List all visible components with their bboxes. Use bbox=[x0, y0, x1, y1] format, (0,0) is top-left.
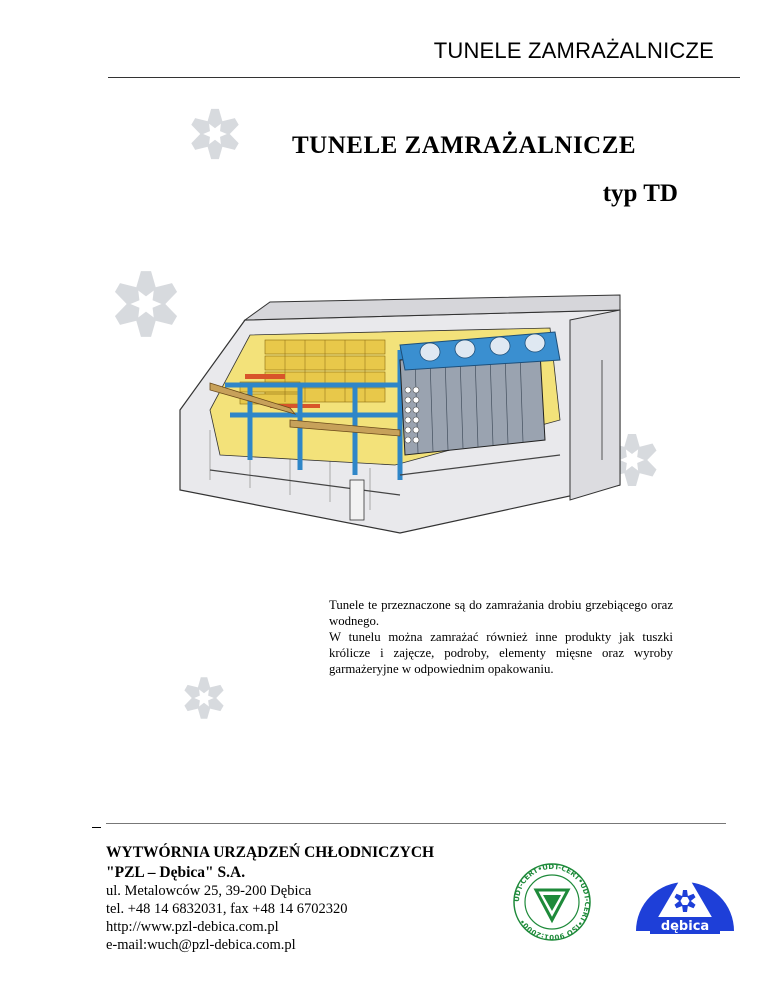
badge-ring-text: UDT-CERT•UDT-CERT•UDT-CERT•ISO 9001:2000• bbox=[512, 862, 592, 942]
website-link[interactable]: http://www.pzl-debica.com.pl bbox=[106, 919, 279, 935]
company-name bbox=[106, 843, 434, 883]
company-name-line: "PZL – Dębica" S.A. bbox=[106, 864, 246, 881]
company-name-line: WYTWÓRNIA URZĄDZEŃ CHŁODNICZYCH bbox=[106, 844, 435, 861]
description-paragraph: W tunelu można zamrażać również inne produkty jak tuszki królicze i zajęcze, podroby, elementy mięsne oraz wyroby garmażeryjne w odpowiednim opakowaniu. bbox=[329, 630, 673, 676]
description-paragraph: Tunele te przeznaczone są do zamrażania drobiu grzebiącego oraz wodnego. bbox=[329, 598, 673, 628]
address: ul. Metalowców 25, 39-200 Dębica bbox=[106, 883, 312, 899]
debica-logo-icon bbox=[632, 845, 738, 937]
header-title: TUNELE ZAMRAŻALNICZE bbox=[433, 38, 714, 63]
page-subtitle: typ TD bbox=[602, 180, 678, 207]
header-divider bbox=[108, 77, 740, 78]
page-title: TUNELE ZAMRAŻALNICZE bbox=[292, 132, 637, 159]
footer-divider bbox=[106, 823, 726, 824]
freezing-tunnel-illustration bbox=[150, 290, 640, 535]
certification-badge-icon bbox=[512, 862, 592, 942]
email-link[interactable]: e-mail:wuch@pzl-debica.com.pl bbox=[106, 937, 296, 953]
phone-fax: tel. +48 14 6832031, fax +48 14 6702320 bbox=[106, 901, 348, 917]
contact-block bbox=[106, 882, 348, 954]
logo-text: dębica bbox=[660, 919, 710, 934]
footer-tick bbox=[92, 827, 101, 828]
snowflake-icon bbox=[186, 105, 244, 163]
snowflake-icon bbox=[180, 674, 228, 722]
description-text bbox=[329, 597, 673, 677]
